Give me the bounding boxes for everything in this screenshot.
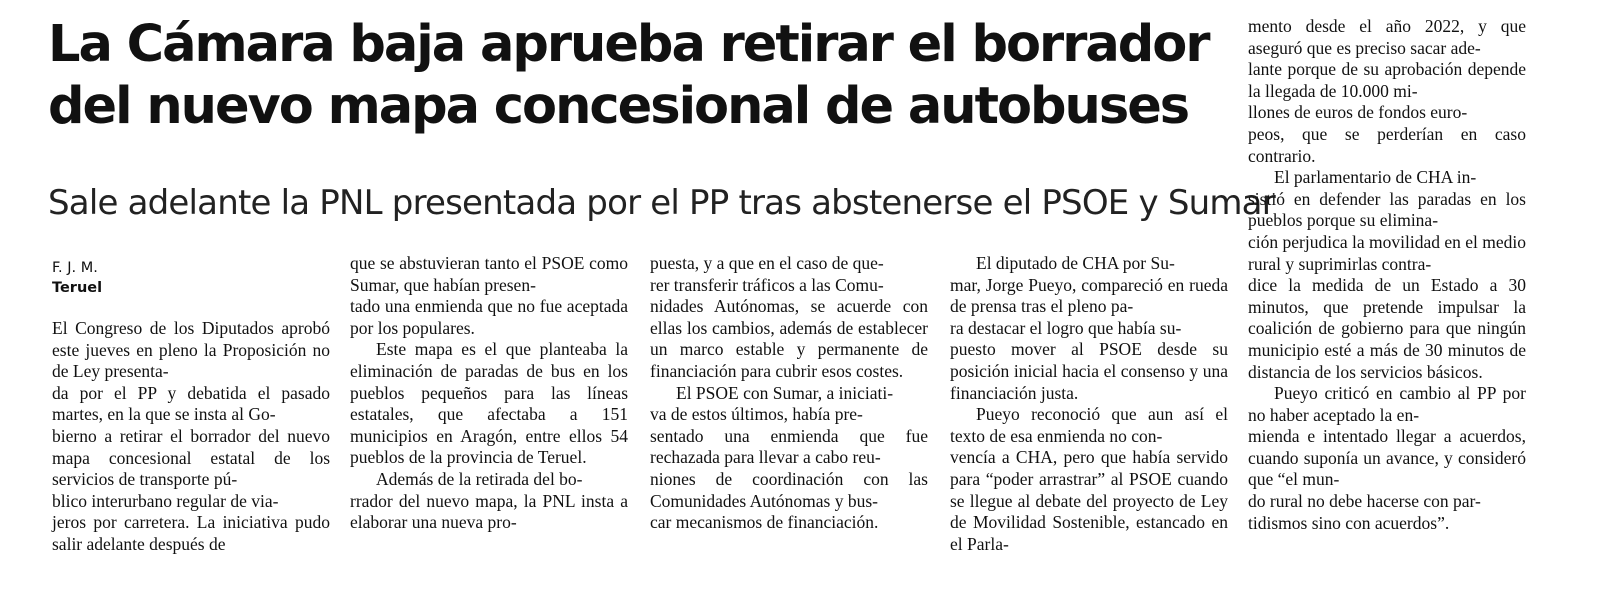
paragraph: El parlamentario de CHA in- sistió en defender las paradas en los pueblos porque su elimina- ción perjudica la movilidad en el medio rural y suprimirlas contra- dice la medida de un Estado a 30 minutos, que pretende impulsar la coalición de gobierno para que ningún municipio esté a más de 30 minutos de distancia de los servicios básicos. <box>1248 167 1526 382</box>
paragraph: Pueyo reconoció que aun así el texto de esa enmienda no con- vencía a CHA, pero que había servido para “poder arrastrar” al PSOE cuando se llegue al debate del proyecto de Ley de Movilidad Sostenible, estancado en el Parla- <box>950 404 1228 554</box>
paragraph: mento desde el año 2022, y que aseguró que es preciso sacar ade- lante porque de su aprobación depende la llegada de 10.000 mi- llones de euros de fondos euro- peos, que se perderían en caso contrario. <box>1248 16 1526 166</box>
article-column-1 <box>52 318 330 556</box>
paragraph: Este mapa es el que planteaba la eliminación de paradas de bus en los pueblos pequeños para las líneas estatales, que afectaba a 151 municipios en Aragón, entre ellos 54 pueblos de la provincia de Teruel. <box>350 339 628 468</box>
paragraph: El PSOE con Sumar, a iniciati- va de estos últimos, había pre- sentado una enmienda que fue rechazada para llevar a cabo reu- niones de coordinación con las Comunidades Autónomas y bus- car mecanismos de financiación. <box>650 382 928 533</box>
byline-location: Teruel <box>52 280 103 296</box>
paragraph: El diputado de CHA por Su- mar, Jorge Pueyo, compareció en rueda de prensa tras el pleno pa- ra destacar el logro que había su- puesto mover al PSOE desde su posición inicial hacia el consenso y una financiación justa. <box>950 253 1228 403</box>
subheadline: Sale adelante la PNL presentada por el PP tras abstenerse el PSOE y Sumar <box>48 183 1275 223</box>
article-column-5 <box>1248 16 1526 534</box>
paragraph: Pueyo criticó en cambio al PP por no haber aceptado la en- mienda e intentado llegar a acuerdos, cuando suponía un avance, y consideró que “el mun- do rural no debe hacerse con par- tidismos sino con acuerdos”. <box>1248 383 1526 533</box>
paragraph: El Congreso de los Diputados aprobó este jueves en pleno la Proposición no de Ley presenta- da por el PP y debatida el pasado martes, en la que se insta al Go- bierno a retirar el borrador del nuevo mapa concesional estatal de los servicios de transporte pú- blico interurbano regular de via- jeros por carretera. La iniciativa pudo salir adelante después de <box>52 318 330 554</box>
paragraph: Además de la retirada del bo- rrador del nuevo mapa, la PNL insta a elaborar una nueva pro- <box>350 468 628 533</box>
article-column-3 <box>650 253 928 534</box>
article-column-2 <box>350 253 628 534</box>
paragraph: que se abstuvieran tanto el PSOE como Sumar, que habían presen- tado una enmienda que no fue aceptada por los populares. <box>350 253 628 338</box>
byline-author: F. J. M. <box>52 260 98 276</box>
byline <box>52 258 102 298</box>
article-column-4 <box>950 253 1228 555</box>
headline: La Cámara baja aprueba retirar el borrador del nuevo mapa concesional de autobuses <box>48 15 1209 136</box>
paragraph: puesta, y a que en el caso de que- rer transferir tráficos a las Comu- nidades Autónomas, se acuerde con ellas los cambios, además de establecer un marco estable y permanente de financiación para cubrir esos costes. <box>650 253 928 381</box>
